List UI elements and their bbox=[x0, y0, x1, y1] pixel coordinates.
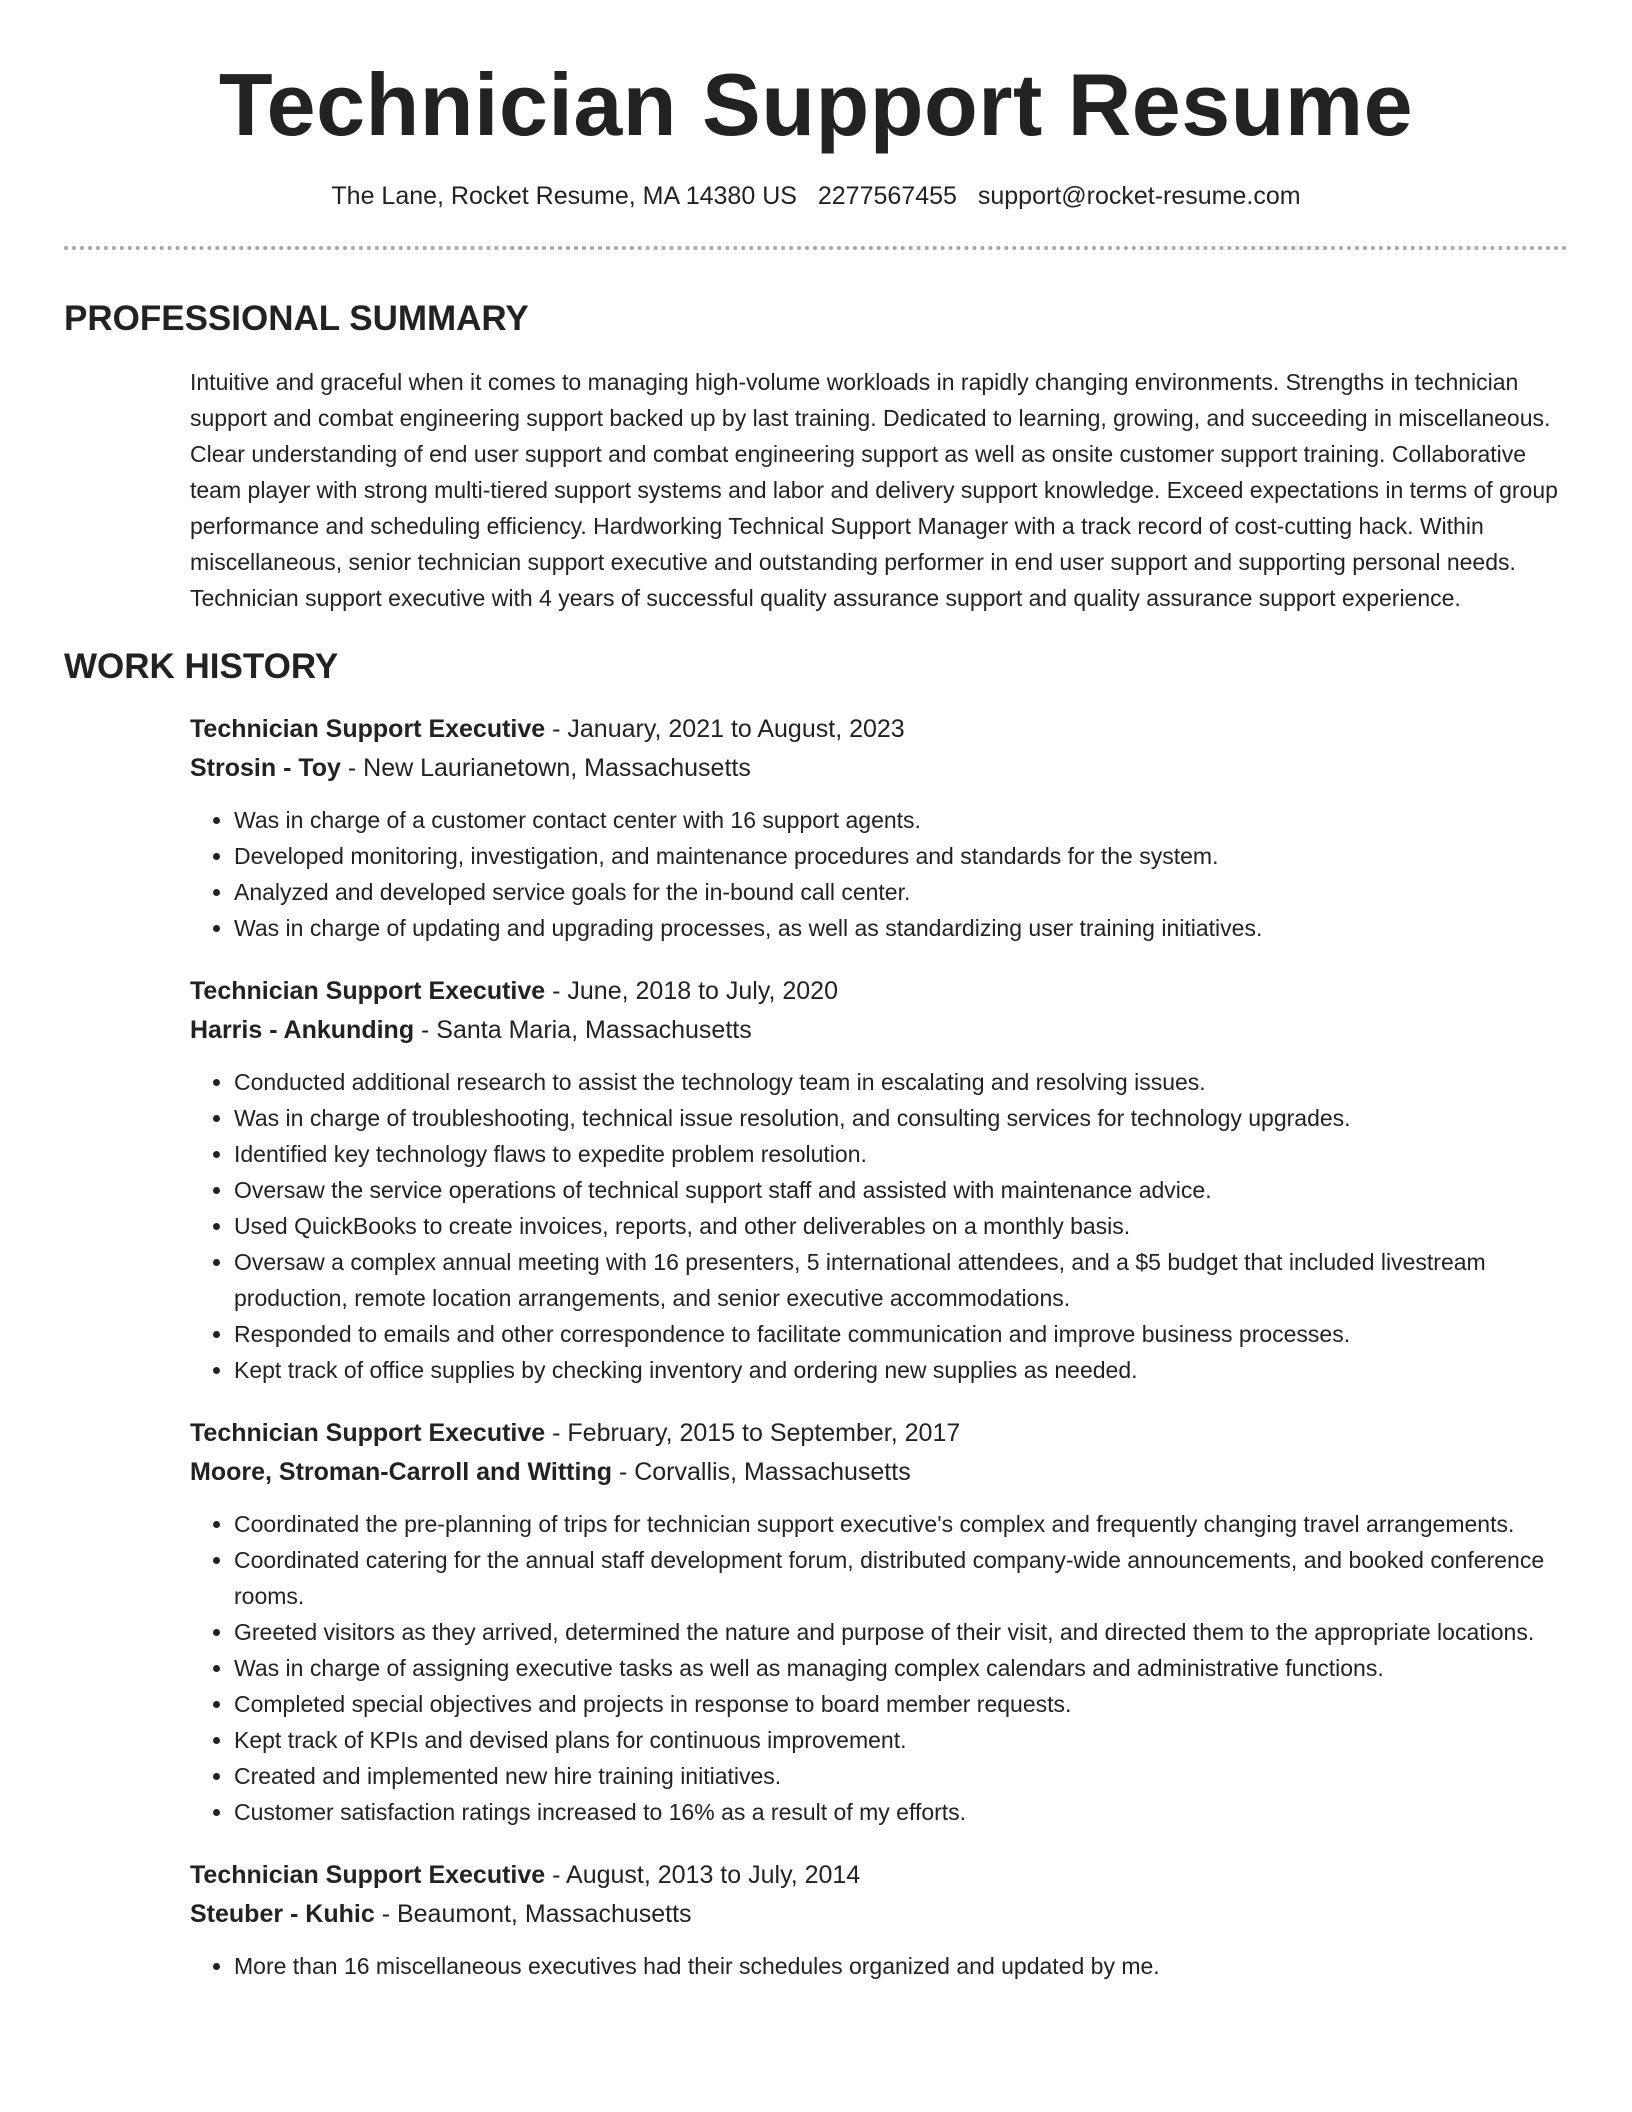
job-company: Steuber - Kuhic bbox=[190, 1900, 375, 1928]
job-dates: - February, 2015 to September, 2017 bbox=[545, 1419, 961, 1447]
job-role-line bbox=[190, 972, 1568, 1011]
job-role-line bbox=[190, 1856, 1568, 1895]
resume-title: Technician Support Resume bbox=[218, 55, 1414, 154]
job-role: Technician Support Executive bbox=[190, 1861, 546, 1889]
resume-header bbox=[0, 0, 1632, 212]
job-entry bbox=[190, 710, 1568, 946]
job-company-line bbox=[190, 1453, 1568, 1492]
work-history-list bbox=[190, 710, 1568, 1984]
job-dates: - August, 2013 to July, 2014 bbox=[545, 1861, 861, 1889]
job-location: - Corvallis, Massachusetts bbox=[612, 1458, 911, 1486]
job-role: Technician Support Executive bbox=[190, 977, 546, 1005]
job-bullet: • Greeted visitors as they arrived, determined the nature and purpose of their visit, and directed them to the appropriate locations. bbox=[234, 1614, 1568, 1650]
summary-text: Intuitive and graceful when it comes to managing high-volume workloads in rapidly changing environments. Strengths in technician support and combat engineering support backed up by last training. Dedicated to learning, growing, and succeeding in miscellaneous. Clear understanding of end user support and combat engineering support as well as onsite customer support training. Collaborative team player with strong multi-tiered support systems and labor and delivery support knowledge. Exceed expectations in terms of group performance and scheduling efficiency. Hardworking Technical Support Manager with a track record of cost-cutting hack. Within miscellaneous, senior technician support executive and outstanding performer in end user support and supporting personal needs. Technician support executive with 4 years of successful quality assurance support and quality assurance support experience. bbox=[190, 369, 1558, 611]
job-entry bbox=[190, 972, 1568, 1388]
job-company: Strosin - Toy bbox=[190, 754, 341, 782]
job-bullets bbox=[190, 1506, 1568, 1830]
job-bullet: • Was in charge of assigning executive tasks as well as managing complex calendars and administrative functions. bbox=[234, 1650, 1568, 1686]
job-bullet: • Completed special objectives and projects in response to board member requests. bbox=[234, 1686, 1568, 1722]
job-bullets bbox=[190, 1948, 1568, 1984]
job-company-line bbox=[190, 1895, 1568, 1934]
job-role: Technician Support Executive bbox=[190, 1419, 546, 1447]
job-bullet: • Kept track of KPIs and devised plans for continuous improvement. bbox=[234, 1722, 1568, 1758]
job-company: Harris - Ankunding bbox=[190, 1016, 415, 1044]
job-role-line bbox=[190, 710, 1568, 749]
job-bullet: • Was in charge of a customer contact center with 16 support agents. bbox=[234, 802, 1568, 838]
job-dates: - June, 2018 to July, 2020 bbox=[545, 977, 838, 1005]
job-entry bbox=[190, 1414, 1568, 1830]
job-dates: - January, 2021 to August, 2023 bbox=[545, 715, 905, 743]
job-entry bbox=[190, 1856, 1568, 1984]
job-bullets bbox=[190, 1064, 1568, 1388]
job-bullet: • More than 16 miscellaneous executives had their schedules organized and updated by me. bbox=[234, 1948, 1568, 1984]
job-company: Moore, Stroman-Carroll and Witting bbox=[190, 1458, 612, 1486]
job-bullet: • Was in charge of updating and upgrading processes, as well as standardizing user training initiatives. bbox=[234, 910, 1568, 946]
job-bullet: • Was in charge of troubleshooting, technical issue resolution, and consulting services for technology upgrades. bbox=[234, 1100, 1568, 1136]
job-bullet: • Responded to emails and other correspondence to facilitate communication and improve business processes. bbox=[234, 1316, 1568, 1352]
job-bullet: • Identified key technology flaws to expedite problem resolution. bbox=[234, 1136, 1568, 1172]
job-bullet: • Coordinated the pre-planning of trips for technician support executive's complex and frequently changing travel arrangements. bbox=[234, 1506, 1568, 1542]
job-bullet: • Developed monitoring, investigation, and maintenance procedures and standards for the system. bbox=[234, 838, 1568, 874]
header-divider bbox=[64, 246, 1568, 250]
job-bullet: • Kept track of office supplies by checking inventory and ordering new supplies as needed. bbox=[234, 1352, 1568, 1388]
contact-address: The Lane, Rocket Resume, MA 14380 US bbox=[331, 182, 797, 210]
job-role: Technician Support Executive bbox=[190, 715, 546, 743]
contact-phone: 2277567455 bbox=[817, 182, 957, 210]
job-bullet: • Created and implemented new hire training initiatives. bbox=[234, 1758, 1568, 1794]
summary-heading: PROFESSIONAL SUMMARY bbox=[64, 299, 529, 338]
job-bullets bbox=[190, 802, 1568, 946]
job-bullet: • Customer satisfaction ratings increased to 16% as a result of my efforts. bbox=[234, 1794, 1568, 1830]
job-company-line bbox=[190, 1011, 1568, 1050]
job-location: - New Laurianetown, Massachusetts bbox=[340, 754, 751, 782]
job-bullet: • Analyzed and developed service goals for the in-bound call center. bbox=[234, 874, 1568, 910]
job-bullet: • Oversaw the service operations of technical support staff and assisted with maintenance advice. bbox=[234, 1172, 1568, 1208]
job-location: - Beaumont, Massachusetts bbox=[374, 1900, 692, 1928]
job-bullet: • Coordinated catering for the annual staff development forum, distributed company-wide announcements, and booked conference rooms. bbox=[234, 1542, 1568, 1614]
job-company-line bbox=[190, 749, 1568, 788]
job-bullet: • Oversaw a complex annual meeting with 16 presenters, 5 international attendees, and a $5 budget that included livestream production, remote location arrangements, and senior executive accommodations. bbox=[234, 1244, 1568, 1316]
contact-line bbox=[0, 180, 1632, 212]
job-role-line bbox=[190, 1414, 1568, 1453]
job-location: - Santa Maria, Massachusetts bbox=[414, 1016, 752, 1044]
job-bullet: • Conducted additional research to assist the technology team in escalating and resolving issues. bbox=[234, 1064, 1568, 1100]
contact-email: support@rocket-resume.com bbox=[977, 182, 1301, 210]
job-bullet: • Used QuickBooks to create invoices, reports, and other deliverables on a monthly basis. bbox=[234, 1208, 1568, 1244]
work-history-heading: WORK HISTORY bbox=[64, 647, 339, 686]
